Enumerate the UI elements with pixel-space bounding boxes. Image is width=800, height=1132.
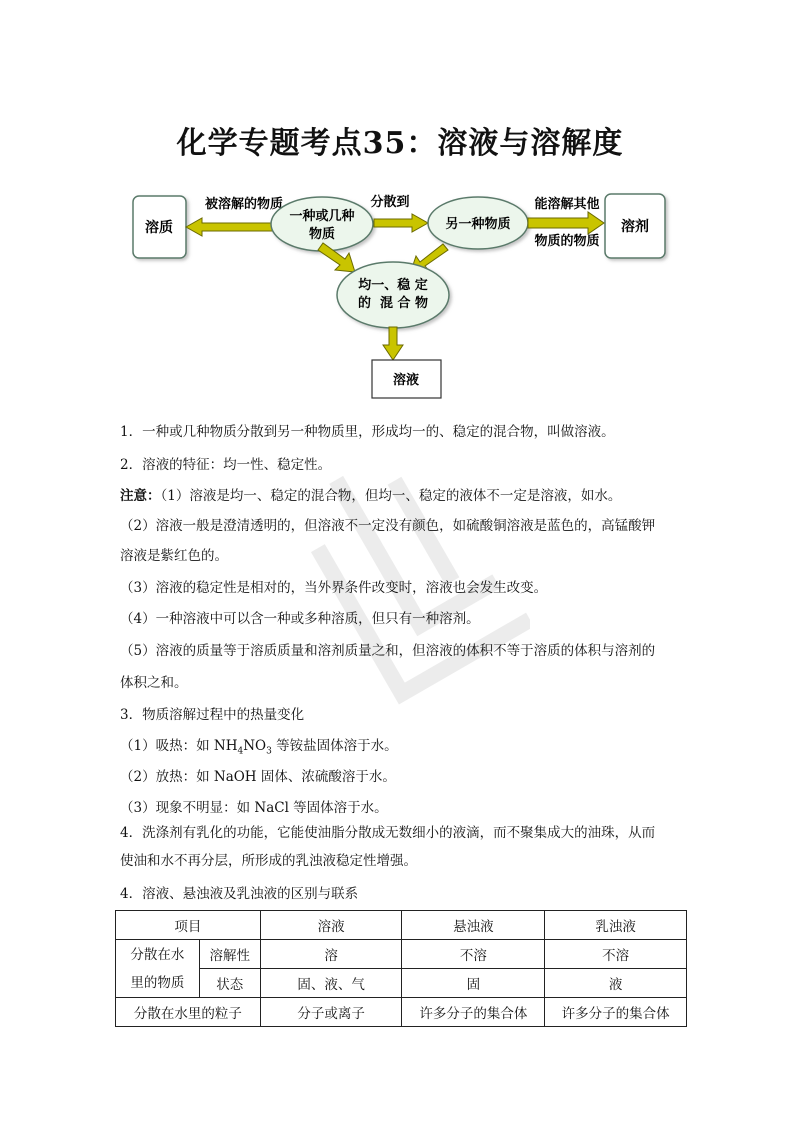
header-solution: 溶液 bbox=[260, 911, 402, 940]
heat-1-sub2: 3 bbox=[266, 746, 272, 757]
substance-line2: 物质 bbox=[308, 227, 336, 242]
table-header-row bbox=[116, 911, 687, 940]
note-2b: 溶液是紫红色的。 bbox=[120, 548, 228, 564]
solution-label: 溶液 bbox=[392, 373, 420, 388]
arrow-disperse bbox=[374, 214, 428, 232]
cell: 固 bbox=[402, 969, 545, 998]
cell: 许多分子的集合体 bbox=[545, 998, 687, 1027]
note-4: （4）一种溶液中可以含一种或多种溶质，但只有一种溶剂。 bbox=[120, 611, 480, 627]
cell: 不溶 bbox=[402, 940, 545, 969]
arrow-to-solvent bbox=[528, 212, 604, 234]
label-dissolved: 被溶解的物质 bbox=[204, 197, 284, 212]
note-1-text: （1）溶液是均一、稳定的混合物，但均一、稳定的液体不一定是溶液，如水。 bbox=[160, 488, 622, 504]
cell: 状态 bbox=[199, 969, 260, 998]
heat-1 bbox=[120, 736, 690, 762]
note-2a: （2）溶液一般是澄清透明的，但溶液不一定没有颜色，如硫酸铜溶液是蓝色的，高锰酸钾 bbox=[120, 518, 656, 534]
cell: 固、液、气 bbox=[260, 969, 402, 998]
solute-label: 溶质 bbox=[145, 220, 173, 236]
header-suspension: 悬浊液 bbox=[402, 911, 545, 940]
cell: 溶解性 bbox=[199, 940, 260, 969]
heat-1-mid: NO bbox=[243, 738, 267, 754]
mixture-ellipse bbox=[337, 262, 449, 328]
substance-ellipse bbox=[271, 197, 373, 251]
paragraph-emulsify-b: 使油和水不再分层，所形成的乳浊液稳定性增强。 bbox=[120, 853, 417, 869]
paragraph-definition: 1．一种或几种物质分散到另一种物质里，形成均一的、稳定的混合物，叫做溶液。 bbox=[120, 424, 615, 440]
heat-1-post: 等铵盐固体溶于水。 bbox=[271, 738, 398, 754]
header-item: 项目 bbox=[116, 911, 261, 940]
heat-3: （3）现象不明显：如 NaCl 等固体溶于水。 bbox=[120, 800, 388, 816]
note-1 bbox=[120, 486, 690, 506]
heat-1-sub1: 4 bbox=[237, 746, 244, 757]
cell: 许多分子的集合体 bbox=[402, 998, 545, 1027]
cell: 不溶 bbox=[545, 940, 687, 969]
arrow-to-solute bbox=[186, 218, 272, 236]
cell: 液 bbox=[545, 969, 687, 998]
note-5b: 体积之和。 bbox=[120, 675, 188, 691]
heat-1-pre: （1）吸热：如 NH bbox=[120, 738, 238, 754]
cell: 分散在水里的粒子 bbox=[116, 998, 261, 1027]
comparison-table bbox=[115, 910, 687, 1027]
mixture-line2: 的 混 合 物 bbox=[357, 296, 429, 311]
paragraph-heat-heading: 3．物质溶解过程中的热量变化 bbox=[120, 707, 305, 723]
arrow-to-solution bbox=[383, 327, 403, 360]
group-label-line1: 分散在水 bbox=[130, 946, 185, 963]
substance-line1: 一种或几种 bbox=[289, 209, 355, 224]
paragraph-features: 2．溶液的特征：均一性、稳定性。 bbox=[120, 457, 332, 473]
table-row bbox=[116, 969, 687, 998]
label-can-dissolve-2: 物质的物质 bbox=[534, 234, 600, 249]
other-substance-label: 另一种物质 bbox=[445, 217, 511, 232]
group-label bbox=[116, 940, 200, 998]
table-row bbox=[116, 940, 687, 969]
solution-concept-diagram bbox=[0, 0, 800, 410]
group-label-line2: 里的物质 bbox=[130, 974, 185, 991]
page-title: 化学专题考点35：溶液与溶解度 bbox=[176, 126, 624, 161]
cell: 溶 bbox=[260, 940, 402, 969]
table-row bbox=[116, 998, 687, 1027]
paragraph-emulsify-a: 4．洗涤剂有乳化的功能，它能使油脂分散成无数细小的液滴，而不聚集成大的油珠，从而 bbox=[120, 825, 656, 841]
paragraph-table-heading: 4．溶液、悬浊液及乳浊液的区别与联系 bbox=[120, 886, 359, 902]
cell: 分子或离子 bbox=[260, 998, 402, 1027]
note-3: （3）溶液的稳定性是相对的，当外界条件改变时，溶液也会发生改变。 bbox=[120, 580, 548, 596]
heat-2: （2）放热：如 NaOH 固体、浓硫酸溶于水。 bbox=[120, 769, 396, 785]
mixture-line1: 均一、稳 定 bbox=[358, 278, 428, 293]
header-emulsion: 乳浊液 bbox=[545, 911, 687, 940]
note-label: 注意： bbox=[120, 488, 161, 504]
label-disperse: 分散到 bbox=[370, 195, 410, 210]
note-5a: （5）溶液的质量等于溶质质量和溶剂质量之和，但溶液的体积不等于溶质的体积与溶剂的 bbox=[120, 643, 656, 659]
solvent-label: 溶剂 bbox=[621, 219, 649, 235]
label-can-dissolve-1: 能溶解其他 bbox=[534, 197, 600, 212]
